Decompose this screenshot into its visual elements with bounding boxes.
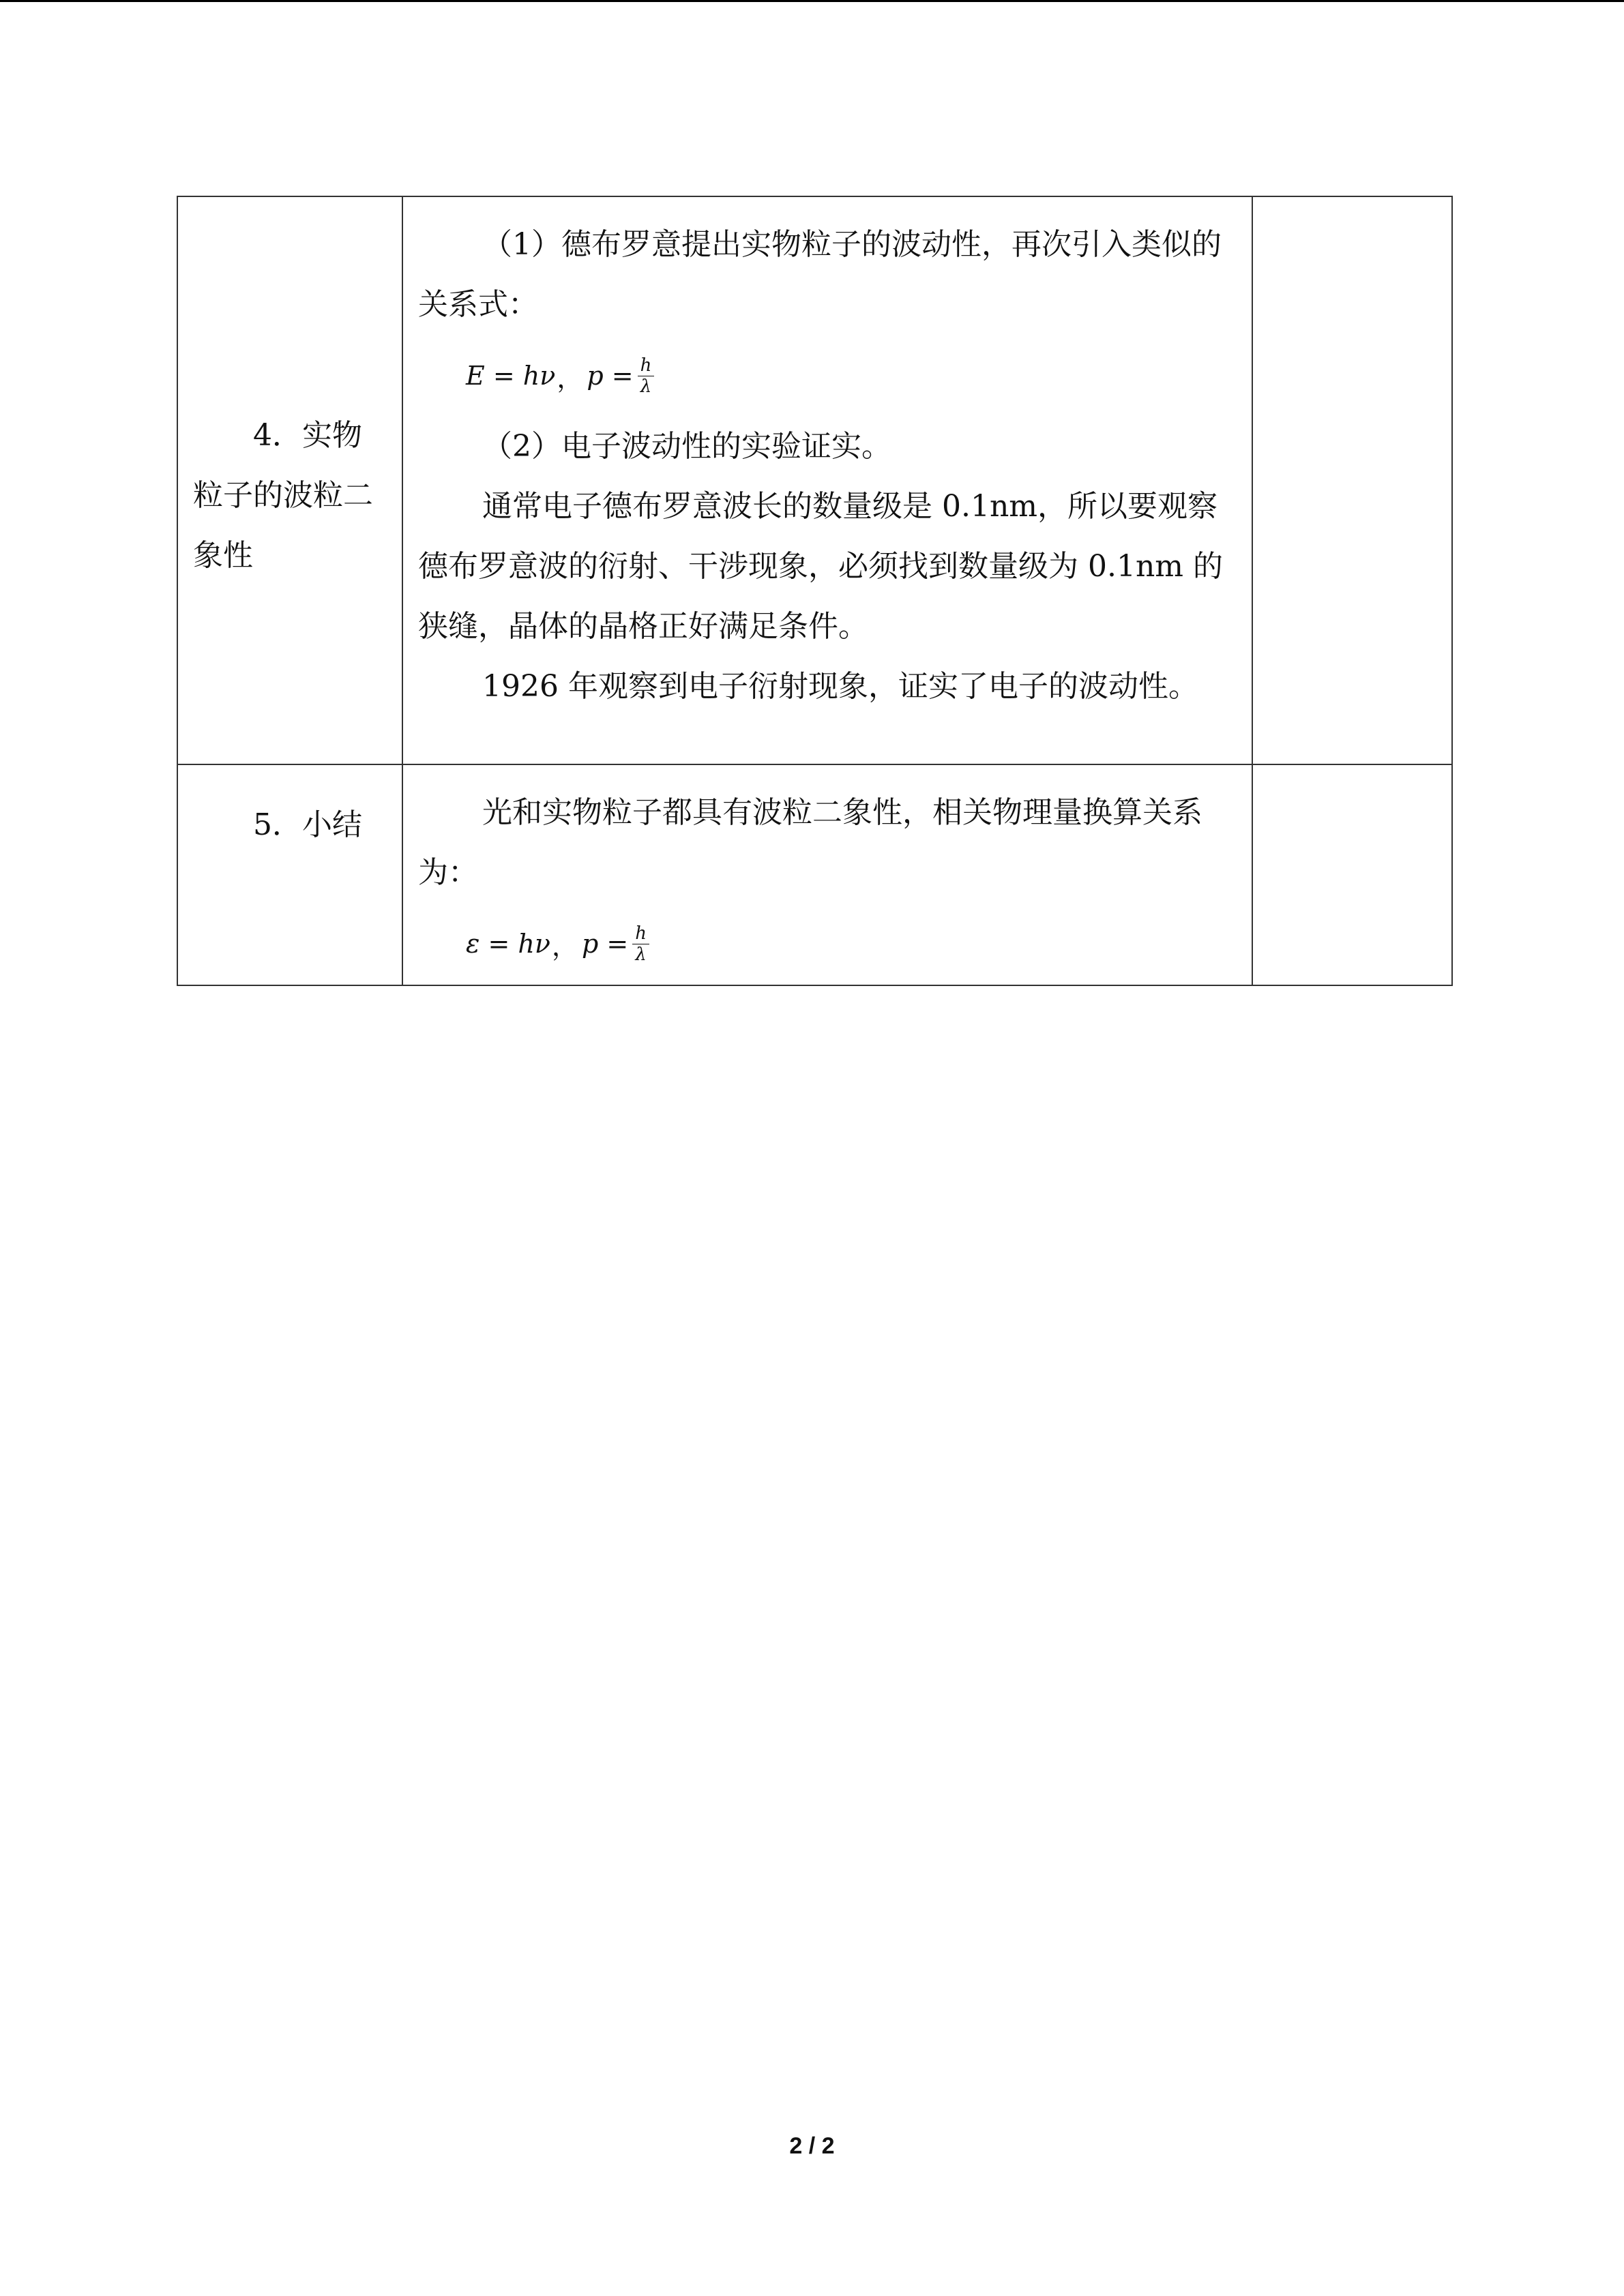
formula-right-prefix: p = xyxy=(587,361,634,391)
formula xyxy=(418,903,1237,985)
content-paragraph: 1926 年观察到电子衍射现象，证实了电子的波动性。 xyxy=(482,669,1198,704)
fraction-denominator: λ xyxy=(640,376,652,397)
table-row xyxy=(177,196,1452,764)
topic-label: 5．小结 xyxy=(253,807,362,842)
content-cell xyxy=(402,196,1252,764)
top-border-line xyxy=(0,0,1624,2)
fraction-numerator: h xyxy=(638,355,655,376)
page-number: 2 / 2 xyxy=(789,2133,835,2159)
formula-right-prefix: p = xyxy=(581,929,629,959)
extra-cell xyxy=(1252,764,1452,985)
topic-cell xyxy=(177,196,402,764)
content-paragraph: （1）德布罗意提出实物粒子的波动性，再次引入类似的关系式： xyxy=(418,227,1222,322)
extra-cell xyxy=(1252,196,1452,764)
formula-left: E = hν xyxy=(466,361,556,391)
formula-left: ε = hν xyxy=(466,929,550,959)
content-paragraph: （2）电子波动性的实验证实。 xyxy=(482,429,891,464)
topic-label: 4．实物粒子的波粒二象性 xyxy=(193,418,373,573)
formula-fraction xyxy=(638,355,655,397)
formula-fraction xyxy=(632,923,649,965)
formula-separator: ， xyxy=(551,931,578,961)
topic-cell xyxy=(177,764,402,985)
formula xyxy=(418,335,1237,417)
table-row xyxy=(177,764,1452,985)
content-paragraph: 光和实物粒子都具有波粒二象性，相关物理量换算关系为： xyxy=(418,795,1202,890)
content-paragraph: 通常电子德布罗意波长的数量级是 0.1nm，所以要观察德布罗意波的衍射、干涉现象，必须找到数量级为 0.1nm 的狭缝，晶体的晶格正好满足条件。 xyxy=(418,489,1224,644)
formula-separator: ， xyxy=(557,363,583,393)
lesson-table xyxy=(177,196,1453,986)
fraction-denominator: λ xyxy=(635,944,647,965)
fraction-numerator: h xyxy=(632,923,649,944)
content-cell xyxy=(402,764,1252,985)
